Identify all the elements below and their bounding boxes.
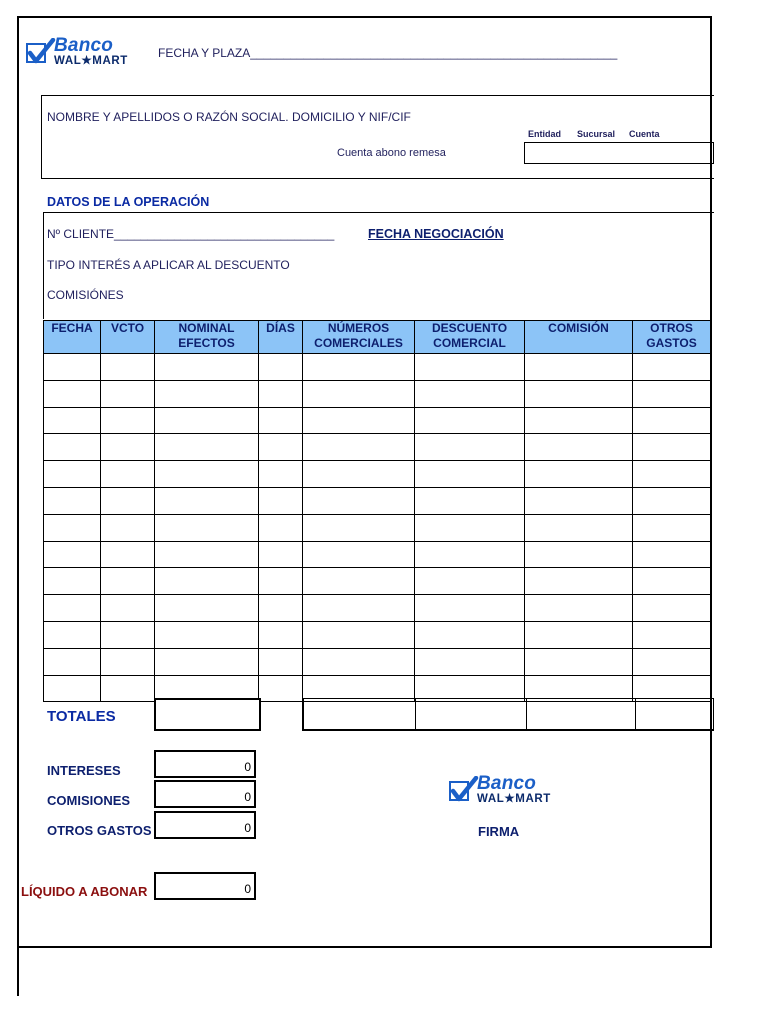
- cliente-number-field[interactable]: Nº CLIENTE_________________________________: [47, 227, 335, 241]
- table-cell[interactable]: [155, 380, 259, 407]
- table-cell[interactable]: [101, 568, 155, 595]
- table-cell[interactable]: [44, 675, 101, 702]
- check-icon: [449, 776, 479, 806]
- table-cell[interactable]: [101, 648, 155, 675]
- table-cell[interactable]: [101, 380, 155, 407]
- table-cell[interactable]: [155, 648, 259, 675]
- table-cell[interactable]: [303, 354, 415, 381]
- logo-banco-text: Banco: [477, 773, 537, 794]
- operation-section-title: DATOS DE LA OPERACIÓN: [47, 195, 210, 209]
- table-cell[interactable]: [633, 514, 711, 541]
- liquido-abonar-value[interactable]: 0: [154, 872, 256, 900]
- table-cell[interactable]: [525, 407, 633, 434]
- table-cell[interactable]: [525, 595, 633, 622]
- table-cell[interactable]: [101, 354, 155, 381]
- total-otros-cell[interactable]: [636, 699, 714, 729]
- table-cell[interactable]: [101, 487, 155, 514]
- table-cell[interactable]: [259, 434, 303, 461]
- table-cell[interactable]: [525, 514, 633, 541]
- table-cell[interactable]: [155, 621, 259, 648]
- table-cell[interactable]: [415, 434, 525, 461]
- table-cell[interactable]: [633, 568, 711, 595]
- header-nominal-efectos: NOMINAL EFECTOS: [155, 321, 259, 354]
- table-cell[interactable]: [415, 648, 525, 675]
- table-cell[interactable]: [155, 568, 259, 595]
- frame-top-border: [17, 16, 712, 18]
- table-cell[interactable]: [155, 595, 259, 622]
- frame-left-border: [17, 16, 19, 996]
- table-cell[interactable]: [101, 514, 155, 541]
- table-cell[interactable]: [415, 621, 525, 648]
- table-cell[interactable]: [415, 595, 525, 622]
- table-cell[interactable]: [633, 487, 711, 514]
- table-cell[interactable]: [259, 595, 303, 622]
- table-cell[interactable]: [44, 434, 101, 461]
- total-nominal-cell[interactable]: [154, 698, 261, 731]
- table-cell[interactable]: [44, 568, 101, 595]
- table-row: [44, 434, 711, 461]
- table-cell[interactable]: [303, 514, 415, 541]
- table-cell[interactable]: [259, 487, 303, 514]
- table-cell[interactable]: [415, 541, 525, 568]
- firma-label: FIRMA: [478, 824, 520, 839]
- table-cell[interactable]: [44, 514, 101, 541]
- cuenta-abono-label: Cuenta abono remesa: [337, 147, 446, 159]
- table-row: [44, 380, 711, 407]
- logo-banco-text: Banco: [54, 35, 114, 56]
- table-cell[interactable]: [303, 461, 415, 488]
- comisiones-label: COMISIÓNES: [47, 288, 124, 302]
- table-row: [44, 461, 711, 488]
- table-cell[interactable]: [44, 595, 101, 622]
- table-header-row: [44, 321, 711, 354]
- table-cell[interactable]: [101, 541, 155, 568]
- table-cell[interactable]: [633, 595, 711, 622]
- fecha-negociacion-label: FECHA NEGOCIACIÓN: [368, 227, 504, 241]
- table-cell[interactable]: [259, 541, 303, 568]
- table-cell[interactable]: [259, 354, 303, 381]
- table-cell[interactable]: [525, 648, 633, 675]
- table-cell[interactable]: [44, 380, 101, 407]
- total-numeros-cell[interactable]: [304, 699, 416, 729]
- table-cell[interactable]: [525, 380, 633, 407]
- table-cell[interactable]: [259, 461, 303, 488]
- client-name-label: NOMBRE Y APELLIDOS O RAZÓN SOCIAL. DOMICILIO Y NIF/CIF: [47, 110, 411, 124]
- table-cell[interactable]: [259, 407, 303, 434]
- check-icon: [26, 38, 56, 68]
- table-cell[interactable]: [101, 461, 155, 488]
- table-cell[interactable]: [415, 461, 525, 488]
- table-cell[interactable]: [259, 568, 303, 595]
- table-cell[interactable]: [633, 380, 711, 407]
- table-cell[interactable]: [259, 675, 303, 702]
- table-row: [44, 568, 711, 595]
- totals-row: [302, 698, 714, 731]
- table-cell[interactable]: [633, 541, 711, 568]
- intereses-label: INTERESES: [47, 763, 121, 778]
- logo-walmart-text: WAL★MART: [54, 55, 128, 67]
- table-cell[interactable]: [44, 648, 101, 675]
- table-cell[interactable]: [44, 407, 101, 434]
- header-comision: COMISIÓN: [525, 321, 633, 354]
- otros-gastos-value[interactable]: 0: [154, 811, 256, 839]
- header-fecha: FECHA: [44, 321, 101, 354]
- header-dias: DÍAS: [259, 321, 303, 354]
- header-descuento-comercial: DESCUENTO COMERCIAL: [415, 321, 525, 354]
- table-cell[interactable]: [525, 541, 633, 568]
- table-row: [44, 487, 711, 514]
- table-cell[interactable]: [525, 487, 633, 514]
- table-cell[interactable]: [303, 621, 415, 648]
- table-cell[interactable]: [101, 621, 155, 648]
- table-cell[interactable]: [155, 541, 259, 568]
- table-row: [44, 407, 711, 434]
- table-cell[interactable]: [303, 568, 415, 595]
- table-cell[interactable]: [101, 595, 155, 622]
- table-cell[interactable]: [303, 487, 415, 514]
- cuenta-label: Cuenta: [629, 129, 660, 139]
- table-cell[interactable]: [259, 514, 303, 541]
- totales-label: TOTALES: [47, 708, 116, 725]
- table-cell[interactable]: [155, 461, 259, 488]
- table-cell[interactable]: [525, 461, 633, 488]
- table-cell[interactable]: [633, 461, 711, 488]
- table-cell[interactable]: [303, 648, 415, 675]
- table-row: [44, 354, 711, 381]
- total-descuento-cell[interactable]: [416, 699, 527, 729]
- banco-walmart-logo: [26, 36, 128, 68]
- table-cell[interactable]: [303, 434, 415, 461]
- comisiones-value[interactable]: 0: [154, 780, 256, 808]
- table-cell[interactable]: [525, 354, 633, 381]
- table-cell[interactable]: [303, 541, 415, 568]
- table-cell[interactable]: [525, 434, 633, 461]
- total-comision-cell[interactable]: [527, 699, 636, 729]
- table-row: [44, 621, 711, 648]
- table-cell[interactable]: [44, 354, 101, 381]
- table-cell[interactable]: [155, 407, 259, 434]
- operations-table: [43, 320, 711, 702]
- table-cell[interactable]: [415, 407, 525, 434]
- table-cell[interactable]: [633, 648, 711, 675]
- table-cell[interactable]: [44, 621, 101, 648]
- header-vcto: VCTO: [101, 321, 155, 354]
- table-cell[interactable]: [259, 380, 303, 407]
- table-cell[interactable]: [259, 648, 303, 675]
- table-cell[interactable]: [525, 621, 633, 648]
- sucursal-label: Sucursal: [577, 129, 616, 139]
- tipo-interes-label: TIPO INTERÉS A APLICAR AL DESCUENTO: [47, 258, 290, 272]
- table-cell[interactable]: [155, 354, 259, 381]
- table-cell[interactable]: [633, 621, 711, 648]
- header-otros-gastos: OTROS GASTOS: [633, 321, 711, 354]
- frame-bottom-border: [17, 946, 712, 948]
- table-cell[interactable]: [633, 407, 711, 434]
- table-cell[interactable]: [44, 461, 101, 488]
- table-cell[interactable]: [155, 514, 259, 541]
- intereses-value[interactable]: 0: [154, 750, 256, 778]
- table-cell[interactable]: [633, 434, 711, 461]
- table-cell[interactable]: [415, 354, 525, 381]
- table-cell[interactable]: [303, 407, 415, 434]
- entidad-label: Entidad: [528, 129, 561, 139]
- table-cell[interactable]: [101, 407, 155, 434]
- table-cell[interactable]: [155, 434, 259, 461]
- liquido-abonar-label: LÍQUIDO A ABONAR: [21, 884, 148, 899]
- table-cell[interactable]: [101, 434, 155, 461]
- table-cell[interactable]: [44, 541, 101, 568]
- logo-walmart-text: WAL★MART: [477, 793, 551, 805]
- table-cell[interactable]: [303, 380, 415, 407]
- table-cell[interactable]: [415, 568, 525, 595]
- table-row: [44, 595, 711, 622]
- table-row: [44, 514, 711, 541]
- table-cell[interactable]: [101, 675, 155, 702]
- table-cell[interactable]: [633, 354, 711, 381]
- otros-gastos-label: OTROS GASTOS: [47, 823, 152, 838]
- table-cell[interactable]: [415, 514, 525, 541]
- table-cell[interactable]: [44, 487, 101, 514]
- table-cell[interactable]: [525, 568, 633, 595]
- comisiones-summary-label: COMISIONES: [47, 793, 131, 808]
- fecha-plaza-field[interactable]: FECHA Y PLAZA_______________________________________________________: [158, 46, 618, 60]
- table-cell[interactable]: [415, 487, 525, 514]
- banco-walmart-logo-bottom: [449, 774, 551, 806]
- table-cell[interactable]: [155, 487, 259, 514]
- cuenta-abono-input[interactable]: [524, 142, 714, 164]
- table-cell[interactable]: [303, 595, 415, 622]
- header-numeros-comerciales: NÚMEROS COMERCIALES: [303, 321, 415, 354]
- table-cell[interactable]: [415, 380, 525, 407]
- table-cell[interactable]: [259, 621, 303, 648]
- table-row: [44, 648, 711, 675]
- table-row: [44, 541, 711, 568]
